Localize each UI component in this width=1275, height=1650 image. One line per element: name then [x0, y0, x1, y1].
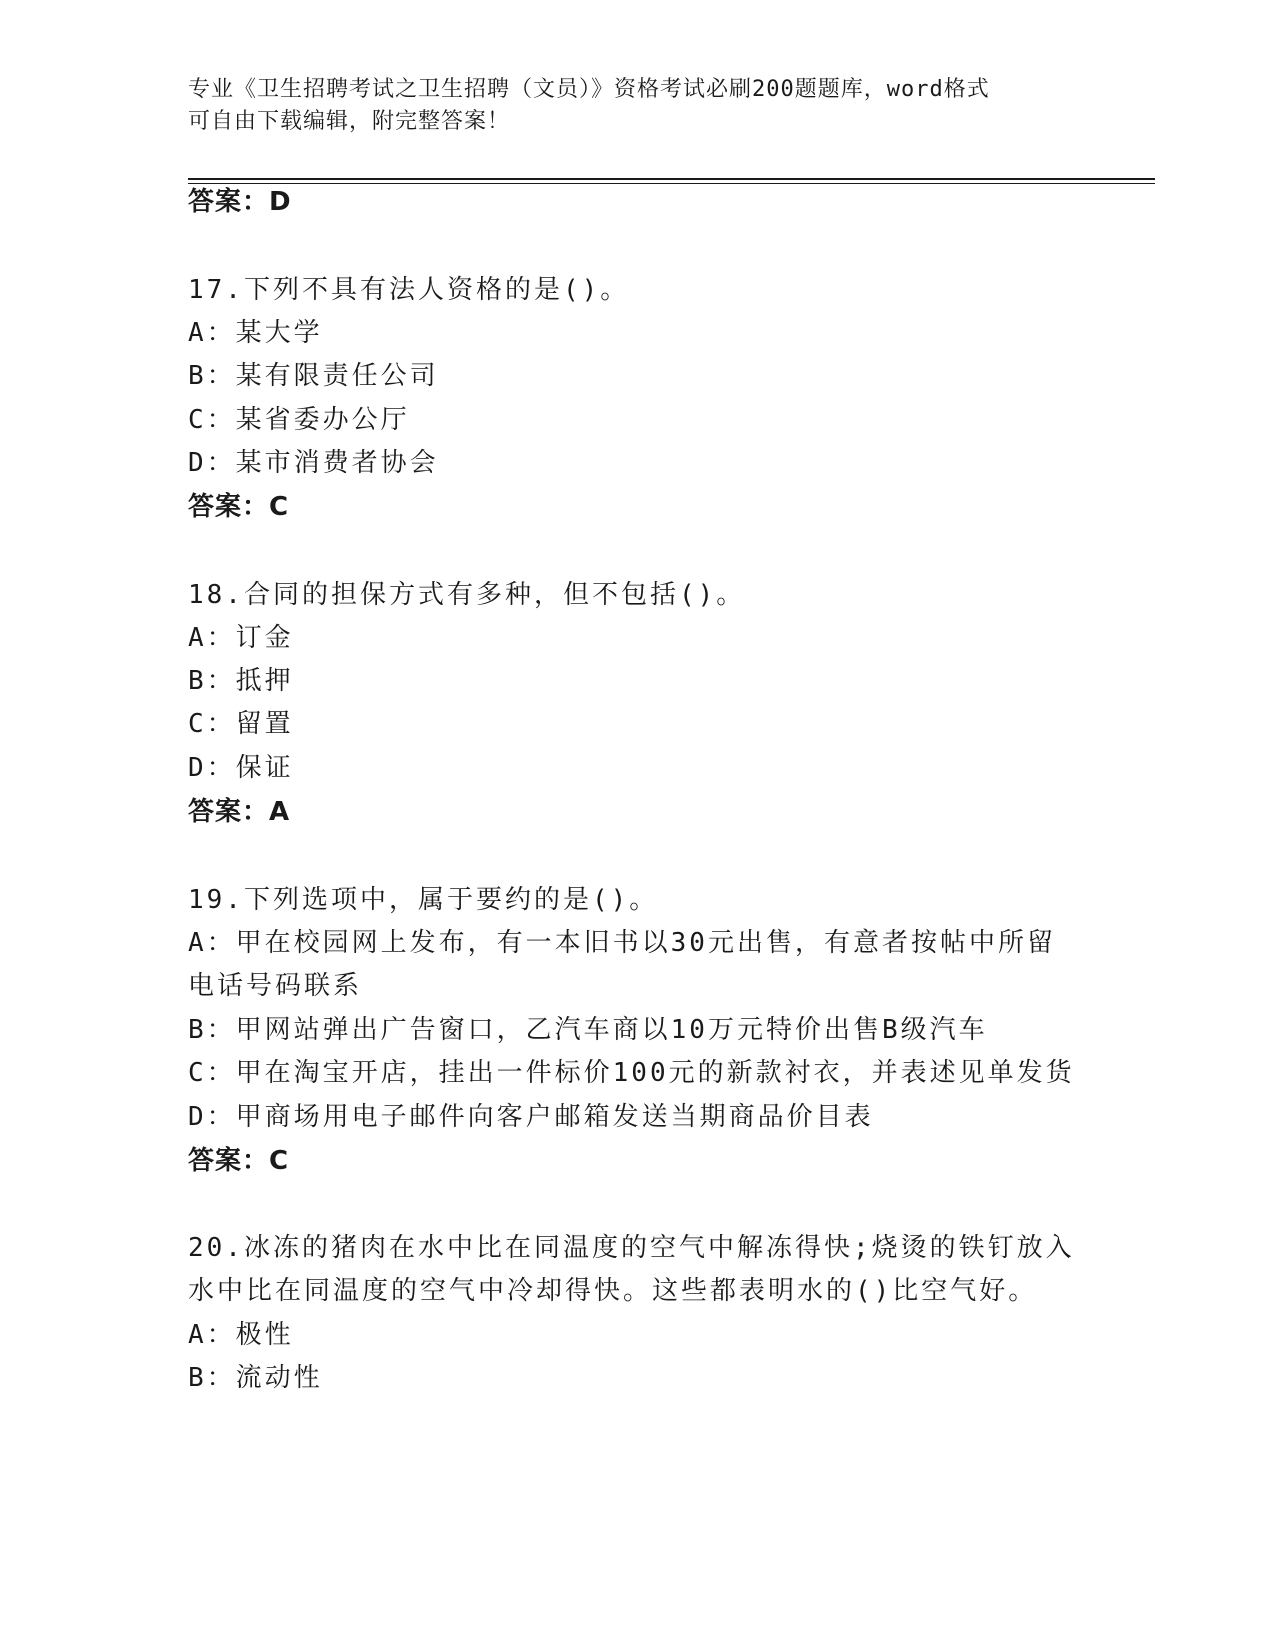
answer-q19: 答案：C: [188, 1146, 290, 1176]
question-17-stem: 17.下列不具有法人资格的是()。: [188, 275, 630, 305]
answer-q17: 答案：C: [188, 492, 290, 522]
header-divider-thin: [188, 183, 1155, 184]
question-18-stem: 18.合同的担保方式有多种，但不包括()。: [188, 580, 746, 610]
question-20-stem-continued: 水中比在同温度的空气中冷却得快。这些都表明水的()比空气好。: [188, 1276, 1038, 1306]
question-19-option-b: B：甲网站弹出广告窗口，乙汽车商以10万元特价出售B级汽车: [188, 1015, 988, 1045]
question-18-option-d: D：保证: [188, 753, 294, 783]
question-17-option-a: A：某大学: [188, 318, 323, 348]
question-17-option-d: D：某市消费者协会: [188, 448, 439, 478]
question-18-option-c: C：留置: [188, 709, 294, 739]
question-17-option-c: C：某省委办公厅: [188, 405, 410, 435]
question-19-option-a-continued: 电话号码联系: [188, 971, 363, 1001]
question-17-option-b: B：某有限责任公司: [188, 361, 439, 391]
question-18-option-b: B：抵押: [188, 666, 294, 696]
question-18-option-a: A：订金: [188, 623, 294, 653]
answer-q16: 答案：D: [188, 187, 292, 217]
header-divider-thick: [188, 178, 1155, 180]
header-title-line-1: 专业《卫生招聘考试之卫生招聘（文员）》资格考试必刷200题题库，word格式: [188, 77, 990, 102]
question-20-option-b: B：流动性: [188, 1363, 323, 1393]
header-title-line-2: 可自由下载编辑，附完整答案！: [188, 109, 511, 134]
question-19-option-c: C：甲在淘宝开店，挂出一件标价100元的新款衬衣，并表述见单发货: [188, 1058, 1075, 1088]
question-19-option-a: A：甲在校园网上发布，有一本旧书以30元出售，有意者按帖中所留: [188, 928, 1056, 958]
document-header: [188, 74, 1068, 138]
answer-q18: 答案：A: [188, 797, 291, 827]
question-20-stem: 20.冰冻的猪肉在水中比在同温度的空气中解冻得快;烧烫的铁钉放入: [188, 1233, 1075, 1263]
question-20-option-a: A：极性: [188, 1320, 294, 1350]
question-19-stem: 19.下列选项中，属于要约的是()。: [188, 885, 659, 915]
question-19-option-d: D：甲商场用电子邮件向客户邮箱发送当期商品价目表: [188, 1102, 874, 1132]
